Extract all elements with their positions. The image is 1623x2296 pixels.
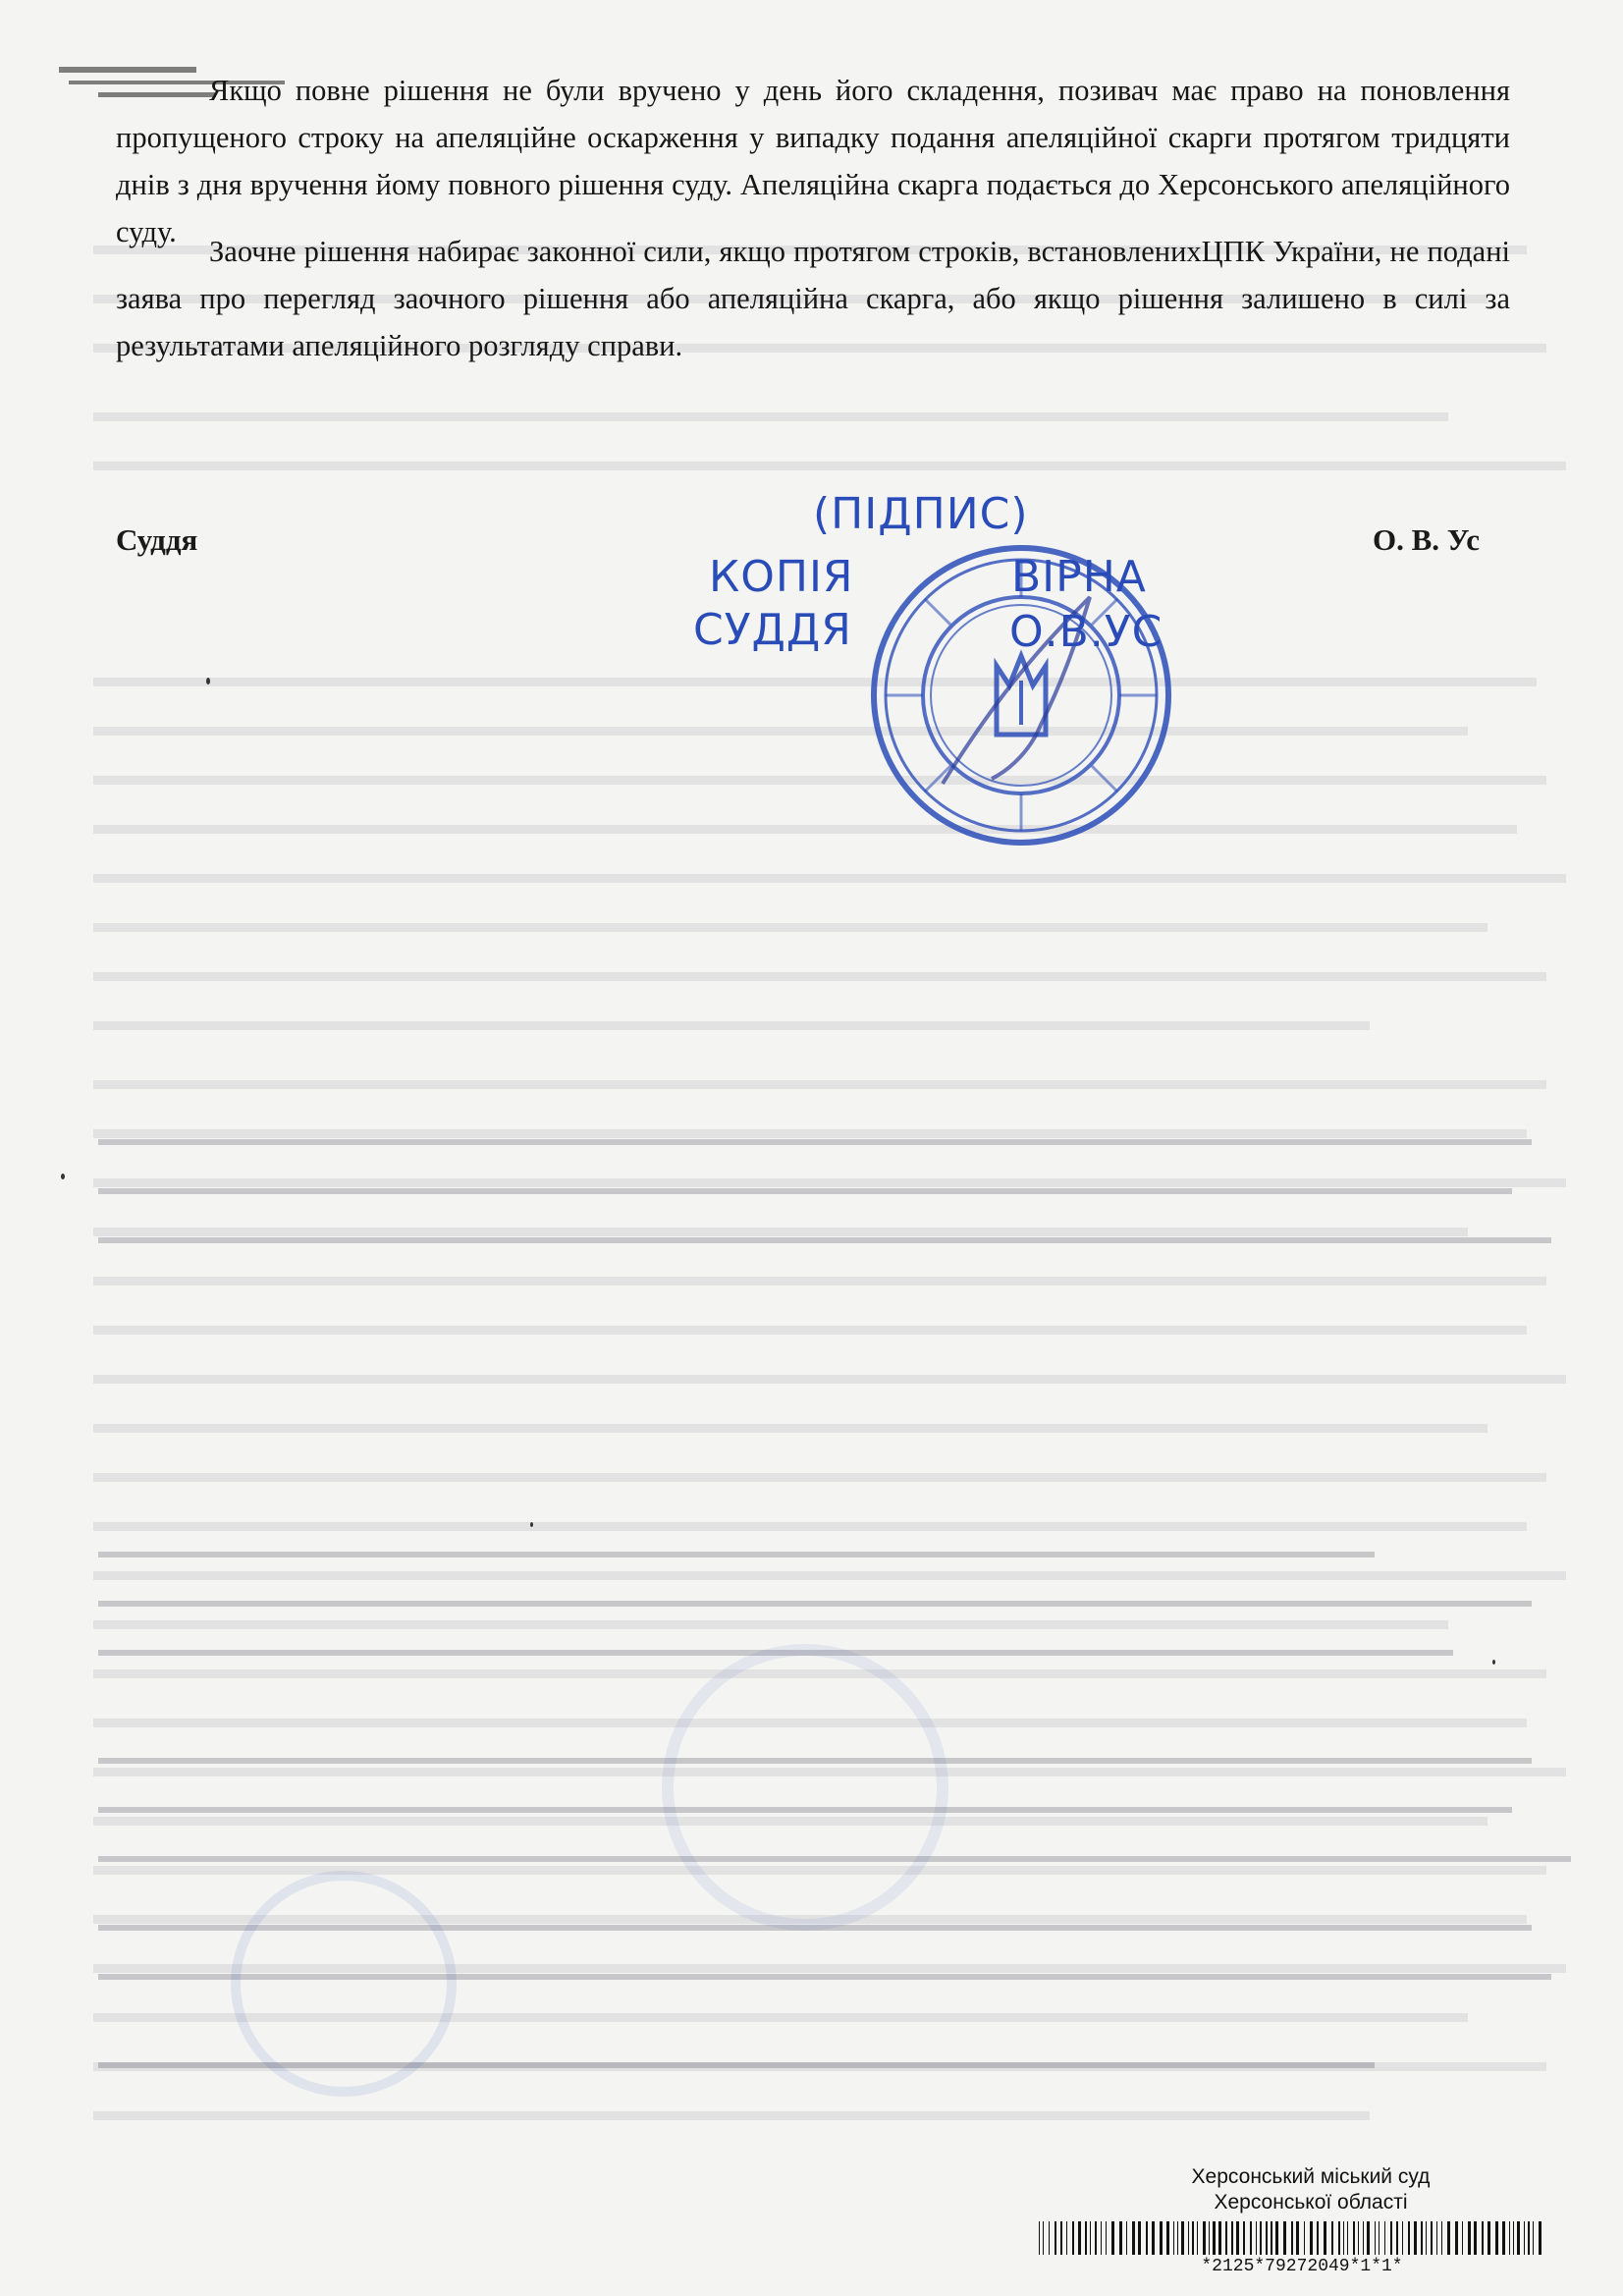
judge-label: Суддя [116, 522, 198, 557]
barcode-bar [1188, 2221, 1189, 2255]
barcode-bar [1343, 2221, 1344, 2255]
barcode-bar [1358, 2221, 1359, 2255]
barcode-bar [1347, 2221, 1348, 2255]
barcode-bar [1495, 2221, 1498, 2255]
barcode-bar [1218, 2221, 1221, 2255]
barcode-bar [1384, 2221, 1385, 2255]
barcode-bar [1043, 2221, 1044, 2255]
barcode-bar [1408, 2221, 1410, 2255]
barcode-bar [1049, 2221, 1050, 2255]
barcode-bar [1363, 2221, 1364, 2255]
barcode-bar [1152, 2221, 1155, 2255]
barcode-bar [1502, 2221, 1505, 2255]
barcode-bar [1436, 2221, 1437, 2255]
barcode-bar [1426, 2221, 1427, 2255]
barcode-bar [1055, 2221, 1056, 2255]
barcode-bar [1509, 2221, 1510, 2255]
barcode-bar [1367, 2221, 1370, 2255]
barcode-bar [1338, 2221, 1340, 2255]
barcode-bar [1095, 2221, 1097, 2255]
barcode-bar [1421, 2221, 1423, 2255]
barcode-bar [1197, 2221, 1198, 2255]
barcode-bar [1085, 2221, 1087, 2255]
barcode-bar [1275, 2221, 1278, 2255]
barcode-bar [1271, 2221, 1272, 2255]
barcode-bar [1173, 2221, 1174, 2255]
barcode-bar [1488, 2221, 1490, 2255]
stray-mark [1492, 1660, 1495, 1665]
barcode-bar [1396, 2221, 1398, 2255]
stamp-judge-text: СУДДЯ [693, 605, 852, 655]
barcode-bar [1379, 2221, 1380, 2255]
barcode-bar [1474, 2221, 1477, 2255]
barcode-icon [1039, 2221, 1549, 2255]
barcode-bar [1482, 2221, 1484, 2255]
barcode-bar [1528, 2221, 1530, 2255]
barcode-bar [1266, 2221, 1268, 2255]
barcode-bar [1524, 2221, 1525, 2255]
barcode-bar [1177, 2221, 1178, 2255]
stamp-copy-text: КОПІЯ [709, 552, 854, 602]
barcode-bar [1213, 2221, 1216, 2255]
barcode-bar [1539, 2221, 1542, 2255]
barcode-bar [1431, 2221, 1433, 2255]
barcode-bar [1317, 2221, 1319, 2255]
barcode-bar [1291, 2221, 1293, 2255]
barcode-bar [1146, 2221, 1148, 2255]
court-name: Херсонський міський суд [1191, 2165, 1431, 2188]
barcode-bar [1072, 2221, 1074, 2255]
barcode-bar [1209, 2221, 1210, 2255]
barcode-bar [1203, 2221, 1206, 2255]
barcode-bar [1106, 2221, 1107, 2255]
paragraph-appeal-rights: Якщо повне рішення не були вручено у день його складення, позивач має право на поновлення пропущеного строку на апеляційне оскарження у випадку подання апеляційної скарги протягом тридцяти днів з дня вручення йому повного рішення суду. Апеляційна скарга подається до Херсонського апеляційного суду. [116, 74, 1510, 248]
barcode-bar [1101, 2221, 1102, 2255]
barcode-bar [1260, 2221, 1262, 2255]
barcode-bar [1390, 2221, 1392, 2255]
barcode-bar [1138, 2221, 1141, 2255]
barcode-bar [1455, 2221, 1458, 2255]
stamp-initials-text: О.В.УС [1009, 607, 1163, 657]
barcode-bar [1166, 2221, 1169, 2255]
stamp-signature-text: (ПІДПИС) [813, 489, 1029, 539]
barcode-bar [1283, 2221, 1286, 2255]
barcode-bar [1447, 2221, 1450, 2255]
barcode-bar [1126, 2221, 1127, 2255]
paragraph-default-judgment: Заочне рішення набирає законної сили, якщо протягом строків, встановленихЦПК України, не подані заява про перегляд заочного рішення або апеляційна скарга, або якщо рішення залишено в силі за результатами апеляційного розгляду справи. [116, 235, 1510, 362]
judge-name: О. В. Ус [1373, 522, 1480, 557]
stamp-true-text: ВІРНА [1011, 552, 1147, 602]
court-region: Херсонської області [1214, 2191, 1408, 2214]
barcode-bar [1375, 2221, 1376, 2255]
barcode-bar [1462, 2221, 1463, 2255]
barcode-bar [1468, 2221, 1471, 2255]
barcode-bar [1236, 2221, 1239, 2255]
court-footer [1168, 2164, 1453, 2215]
barcode-bar [1441, 2221, 1442, 2255]
stray-mark [61, 1174, 65, 1179]
barcode-bar [1402, 2221, 1403, 2255]
barcode-bar [1181, 2221, 1184, 2255]
barcode-bar [1310, 2221, 1313, 2255]
barcode-bar [1256, 2221, 1257, 2255]
barcode-bar [1225, 2221, 1227, 2255]
barcode-bar [1090, 2221, 1091, 2255]
barcode-bar [1192, 2221, 1194, 2255]
barcode-bar [1039, 2221, 1040, 2255]
barcode-bar [1324, 2221, 1326, 2255]
barcode-bar [1078, 2221, 1081, 2255]
barcode-number: *2125*79272049*1*1* [1201, 2257, 1403, 2276]
barcode-bar [1060, 2221, 1062, 2255]
stray-mark [206, 678, 210, 684]
barcode-bar [1243, 2221, 1245, 2255]
barcode-bar [1513, 2221, 1514, 2255]
stray-mark [530, 1522, 533, 1527]
barcode-bar [1160, 2221, 1163, 2255]
barcode-bar [1331, 2221, 1333, 2255]
barcode-bar [1296, 2221, 1299, 2255]
barcode-bar [1250, 2221, 1252, 2255]
barcode-bar [1066, 2221, 1067, 2255]
barcode-bar [1132, 2221, 1135, 2255]
barcode-bar [1111, 2221, 1114, 2255]
barcode-bar [1517, 2221, 1520, 2255]
barcode-bar [1231, 2221, 1233, 2255]
barcode-bar [1533, 2221, 1534, 2255]
barcode-bar [1119, 2221, 1122, 2255]
barcode-bar [1414, 2221, 1417, 2255]
barcode-bar [1353, 2221, 1355, 2255]
barcode-bar [1304, 2221, 1305, 2255]
